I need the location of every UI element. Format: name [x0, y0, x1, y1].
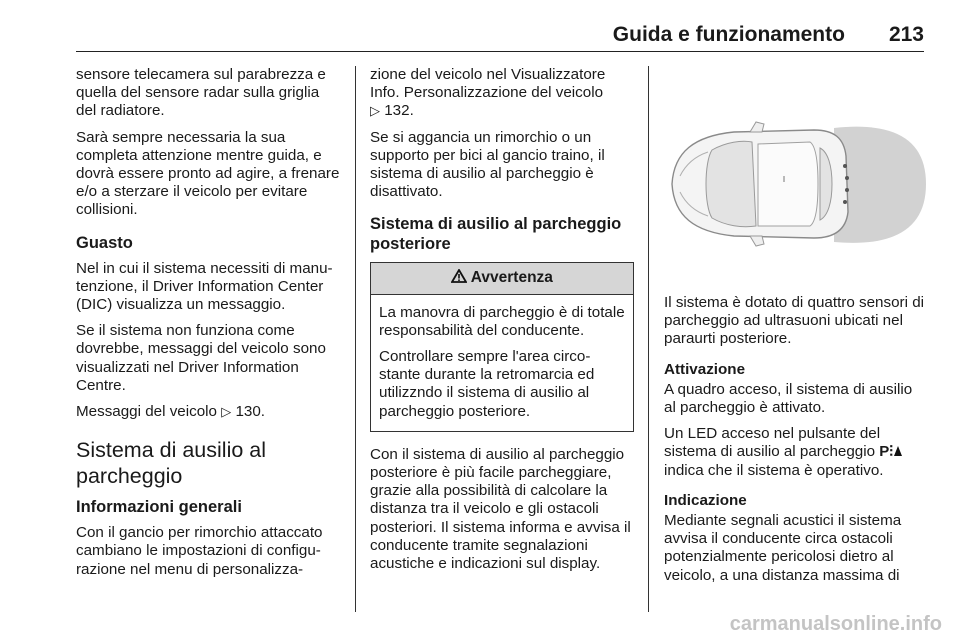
- park-distance-control-icon: P⫶: [879, 443, 903, 460]
- header-title: Guida e funzionamento: [612, 23, 845, 46]
- column-divider: [648, 66, 649, 612]
- heading-attivazione: Attivazione: [664, 360, 746, 378]
- paragraph-text: Un LED acceso nel pulsante del sistema di ausilio al parcheggio: [664, 425, 881, 461]
- paragraph: Con il gancio per rimorchio attaccato cambiano le impostazioni di configurazione nel menu di personalizza-: [76, 524, 323, 578]
- paragraph-reference: [76, 403, 342, 421]
- paragraph-reference: [370, 66, 634, 121]
- paragraph-text: indica che il sistema è operativo.: [664, 461, 884, 479]
- ref-page[interactable]: 132.: [384, 102, 414, 120]
- paragraph-with-icon: [664, 425, 926, 480]
- paragraph: Se il sistema non funziona come dovrebbe, messaggi del veicolo sono visualizzati nel Driver Information Centre.: [76, 322, 326, 394]
- heading-guasto: Guasto: [76, 233, 133, 252]
- paragraph: Con il sistema di ausilio al parcheggio posteriore è più facile parcheggiare, grazie alla possibilità di calcolare la distanza tra il veicolo e gli ostacoli posteriori. Il sistema informa e avvisa il conducente tramite segnalazioni acustiche e indicazioni sul display.: [370, 445, 631, 573]
- column-3: [664, 66, 926, 593]
- column-divider: [355, 66, 356, 612]
- paragraph: Il sistema è dotato di quattro sensori di parcheggio ad ultrasuoni ubicati nel paraurti posteriore.: [664, 294, 925, 348]
- column-1: [76, 66, 342, 587]
- heading-informazioni: Informazioni generali: [76, 498, 242, 517]
- ref-arrow-icon: ▷: [221, 404, 232, 420]
- paragraph: A quadro acceso, il sistema di ausilio al parcheggio è attivato.: [664, 380, 913, 417]
- paragraph: Sarà sempre necessaria la sua completa attenzione mentre guida, e dovrà essere pronto ad agire, a frenare e/o a sterzare il veicolo per evitare collisioni.: [76, 128, 340, 219]
- warning-title: Avvertenza: [470, 269, 553, 287]
- watermark: carmanualsonline.info: [729, 613, 942, 635]
- column-2: [370, 66, 634, 581]
- car-sensor-illustration: [664, 66, 926, 278]
- paragraph: Se si aggancia un rimorchio o un supporto per bici al gancio traino, il sistema di ausilio al parcheggio è disattivato.: [370, 128, 605, 201]
- paragraph: sensore telecamera sul parabrezza e quella del sensore radar sulla griglia del radiatore.: [76, 66, 326, 120]
- paragraph: Controllare sempre l'area circostante durante la retromarcia ed utilizzndo il sistema di ausilio al parcheggio posteriore.: [379, 348, 595, 420]
- ref-label: Messaggi del veicolo: [76, 403, 222, 421]
- warning-triangle-icon: [451, 269, 471, 286]
- warning-box: [370, 262, 634, 431]
- paragraph: La manovra di parcheggio è di totale responsabilità del conducente.: [379, 303, 625, 339]
- page-header: [76, 22, 924, 52]
- ref-page[interactable]: 130.: [235, 403, 265, 421]
- section-title: Sistema di ausilio al parcheggio: [76, 438, 267, 489]
- warning-body: [371, 295, 633, 431]
- paragraph-text: zione del veicolo nel Visualizzatore Info. Personalizzazione del veicolo: [370, 66, 606, 102]
- heading-indicazione: Indicazione: [664, 491, 747, 509]
- paragraph: Mediante segnali acustici il sistema avvisa il conducente circa ostacoli potenzialmente pericolosi dietro al veicolo, a una distanza massima di: [664, 512, 902, 584]
- warning-header: [371, 263, 633, 294]
- page-number: 213: [888, 23, 924, 46]
- heading-rear-parking: Sistema di ausilio al parcheggio posteriore: [370, 215, 622, 254]
- paragraph: Nel in cui il sistema necessiti di manutenzione, il Driver Information Center (DIC) visualizza un messaggio.: [76, 259, 333, 314]
- ref-arrow-icon: ▷: [370, 103, 380, 119]
